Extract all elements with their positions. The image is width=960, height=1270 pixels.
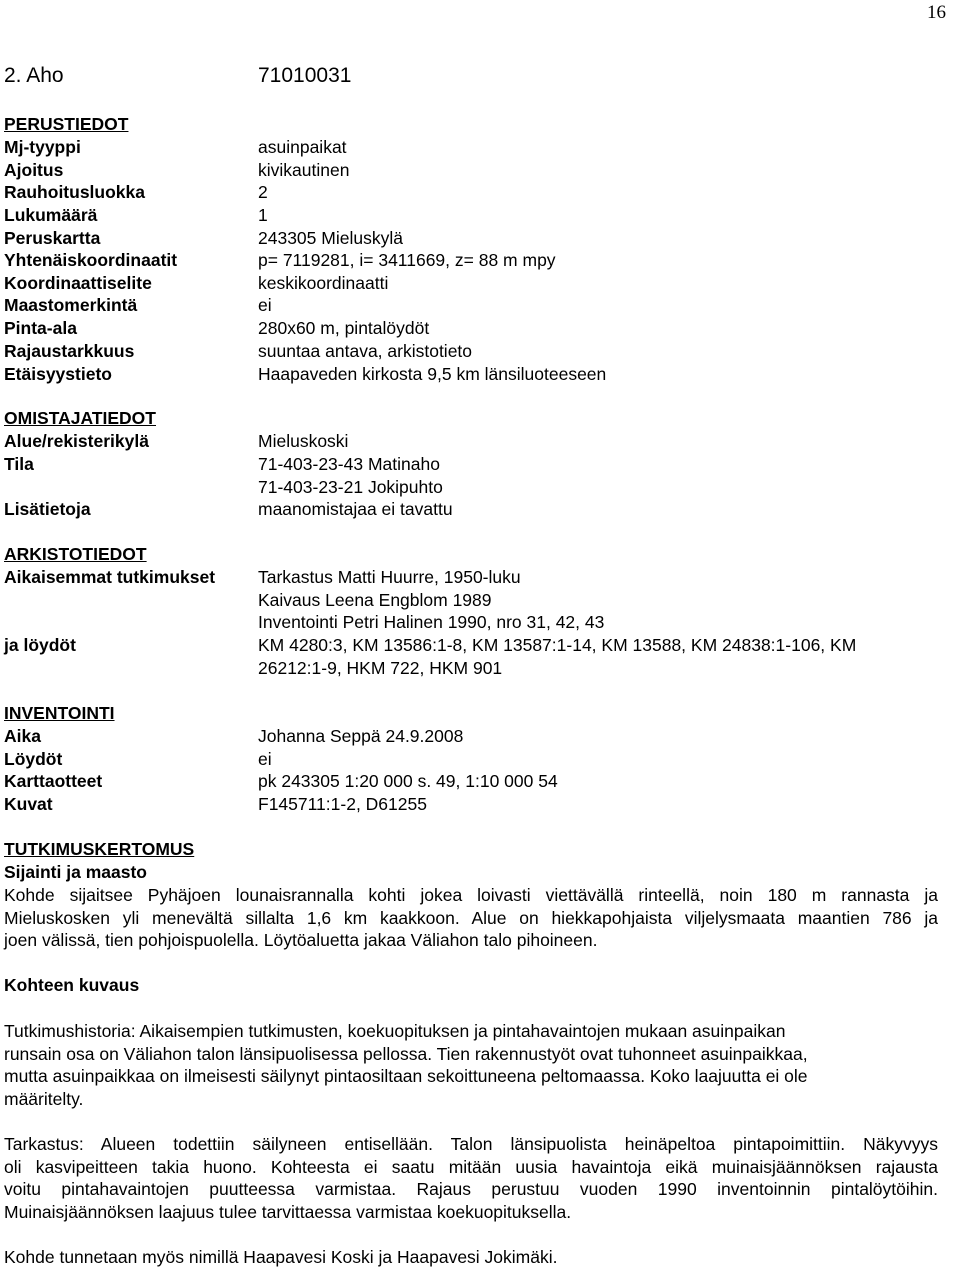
- paragraph-line: mutta asuinpaikkaa on ilmeisesti säilynyt pintaosiltaan sekoittuneena peltomaassa. Koko laajuutta ei ole: [4, 1066, 808, 1087]
- page-number: 16: [927, 2, 946, 23]
- loydot-value: 26212:1-9, HKM 722, HKM 901: [258, 658, 503, 678]
- field-label: Pinta-ala: [4, 318, 77, 338]
- site-code: 71010031: [258, 64, 352, 87]
- lisatietoja-label: Lisätietoja: [4, 499, 91, 519]
- field-value: 2: [258, 182, 268, 202]
- aika-label: Aika: [4, 726, 41, 746]
- tila-value: 71-403-23-21 Jokipuhto: [258, 477, 443, 497]
- paragraph-line: Mieluskosken yli menevältä sillalta 1,6 km kaakkoon. Alue on hiekkapohjaista viljelysmaata maantien 786 ja: [4, 907, 938, 928]
- aika-value: Johanna Seppä 24.9.2008: [258, 726, 464, 746]
- loydot-inv-label: Löydöt: [4, 749, 63, 769]
- field-label: Ajoitus: [4, 160, 64, 180]
- lisatietoja-value: maanomistajaa ei tavattu: [258, 499, 453, 519]
- field-label: Maastomerkintä: [4, 295, 138, 315]
- paragraph-line: voitu pintahavaintojen puutteessa varmistaa. Rajaus perustuu vuoden 1990 inventoinnin pintalöytöihin.: [4, 1179, 938, 1200]
- omistajatiedot-heading: OMISTAJATIEDOT: [4, 408, 156, 428]
- field-value: keskikoordinaatti: [258, 273, 389, 293]
- field-label: Rauhoitusluokka: [4, 182, 145, 202]
- loydot-label: ja löydöt: [4, 635, 76, 655]
- aikaisemmat-value: Tarkastus Matti Huurre, 1950-luku: [258, 567, 521, 587]
- paragraph-line: Muinaisjäännöksen laajuus tulee tarvittaessa varmistaa koekuopituksella.: [4, 1201, 572, 1222]
- aikaisemmat-value: Inventointi Petri Halinen 1990, nro 31, 42, 43: [258, 612, 605, 632]
- paragraph-line: oli kasvipeitteen takia huono. Kohteesta ei saatu mitään uusia havaintoja eikä muinaisjäännöksen rajausta: [4, 1156, 938, 1177]
- field-value: ei: [258, 295, 272, 315]
- perustiedot-heading: PERUSTIEDOT: [4, 114, 129, 134]
- paragraph-line: Kohde sijaitsee Pyhäjoen lounaisrannalla kohti jokea loivasti viettävällä rinteellä, noin 180 m rannasta ja: [4, 885, 938, 905]
- tutkimuskertomus-heading: TUTKIMUSKERTOMUS: [4, 839, 195, 859]
- field-label: Rajaustarkkuus: [4, 341, 135, 361]
- sijainti-paragraph: [4, 884, 938, 952]
- karttaotteet-label: Karttaotteet: [4, 771, 103, 791]
- loydot-inv-value: ei: [258, 749, 272, 769]
- field-label: Yhtenäiskoordinaatit: [4, 250, 178, 270]
- field-label: Etäisyystieto: [4, 364, 112, 384]
- tila-label: Tila: [4, 454, 34, 474]
- field-value: kivikautinen: [258, 160, 350, 180]
- inventointi-heading: INVENTOINTI: [4, 703, 115, 723]
- field-value: suuntaa antava, arkistotieto: [258, 341, 473, 361]
- field-label: Koordinaattiselite: [4, 273, 152, 293]
- arkistotiedot-heading: ARKISTOTIEDOT: [4, 544, 147, 564]
- tila-value: 71-403-23-43 Matinaho: [258, 454, 440, 474]
- paragraph-line: joen välissä, tien pohjoispuolella. Löytöaluetta jakaa Väliahon talo pihoineen.: [4, 930, 598, 951]
- paragraph-line: määritelty.: [4, 1088, 84, 1109]
- loydot-value: KM 4280:3, KM 13586:1-8, KM 13587:1-14, KM 13588, KM 24838:1-106, KM: [258, 635, 857, 655]
- site-name: 2. Aho: [4, 64, 64, 87]
- aikaisemmat-label: Aikaisemmat tutkimukset: [4, 567, 216, 587]
- paragraph-line: Tarkastus: Alueen todettiin säilyneen entisellään. Talon länsipuolista heinäpeltoa pintapoimittiin. Näkyvyys: [4, 1134, 938, 1154]
- field-value: 243305 Mieluskylä: [258, 228, 403, 248]
- kuvat-value: F145711:1-2, D61255: [258, 794, 427, 814]
- tarkastus-paragraph: [4, 1133, 938, 1223]
- alue-value: Mieluskoski: [258, 431, 349, 451]
- sijainti-heading: Sijainti ja maasto: [4, 862, 147, 882]
- alue-label: Alue/rekisterikylä: [4, 431, 149, 451]
- field-label: Lukumäärä: [4, 205, 98, 225]
- final-note: Kohde tunnetaan myös nimillä Haapavesi Koski ja Haapavesi Jokimäki.: [4, 1247, 558, 1267]
- field-label: Peruskartta: [4, 228, 101, 248]
- field-label: Mj-tyyppi: [4, 137, 81, 157]
- historia-paragraph: [4, 1020, 938, 1110]
- field-value: 280x60 m, pintalöydöt: [258, 318, 430, 338]
- kuvaus-heading: Kohteen kuvaus: [4, 975, 140, 995]
- paragraph-line: Tutkimushistoria: Aikaisempien tutkimusten, koekuopituksen ja pintahavaintojen mukaan asuinpaikan: [4, 1021, 786, 1041]
- field-value: 1: [258, 205, 268, 225]
- kuvat-label: Kuvat: [4, 794, 53, 814]
- field-value: asuinpaikat: [258, 137, 347, 157]
- field-value: p= 7119281, i= 3411669, z= 88 m mpy: [258, 250, 556, 270]
- aikaisemmat-value: Kaivaus Leena Engblom 1989: [258, 590, 492, 610]
- field-value: Haapaveden kirkosta 9,5 km länsiluoteeseen: [258, 364, 607, 384]
- karttaotteet-value: pk 243305 1:20 000 s. 49, 1:10 000 54: [258, 771, 558, 791]
- paragraph-line: runsain osa on Väliahon talon länsipuolisessa pellossa. Tien rakennustyöt ovat tuhonneet asuinpaikkaa,: [4, 1043, 808, 1064]
